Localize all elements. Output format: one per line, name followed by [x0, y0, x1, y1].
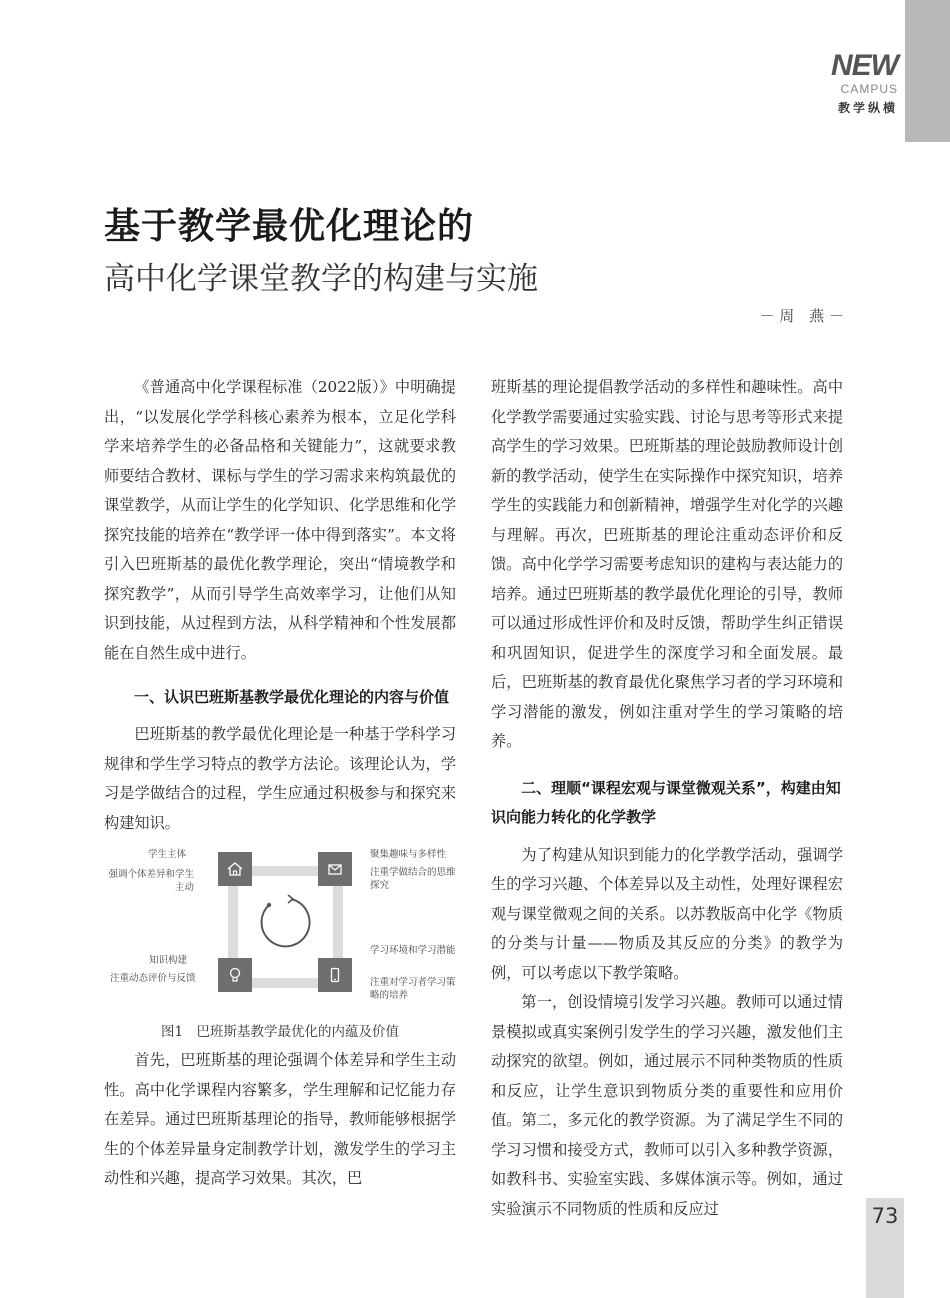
phone-icon	[318, 958, 352, 992]
brand-campus: CAMPUS	[840, 82, 898, 96]
section-heading-2: 二、理顺“课程宏观与课堂微观关系”，构建由知识向能力转化的化学教学	[491, 778, 841, 826]
figure-graphic	[218, 846, 356, 1016]
page-number: 73	[871, 1204, 899, 1228]
lightbulb-icon	[218, 958, 252, 992]
right-column	[491, 373, 843, 1224]
figure-label-environment: 学习环境和学习潜能	[370, 945, 456, 956]
section-name: 教学纵横	[837, 101, 898, 115]
paragraph: 《普通高中化学课程标准（2022版）》中明确提出，“以发展化学学科核心素养为根本，立足化学科学来培养学生的必备品格和关键能力”，这就要求教师要结合教材、课标与学生的学习需求来构筑最优的课堂教学，从而让学生的化学知识、化学思维和化学探究技能的培养在“教学评一体中得到落实”。本文将引入巴班斯基的最优化教学理论，突出“情境教学和探究教学”，从而引导学生高效率学习，让他们从知识到技能，从过程到方法，从科学精神和个性发展都能在自然生成中进行。	[104, 378, 456, 662]
paragraph: 首先，巴班斯基的理论强调个体差异和学生主动性。高中化学课程内容繁多，学生理解和记忆能力存在差异。通过巴班斯基理论的指导，教师能够根据学生的个体差异量身定制教学计划，激发学生的学习主动性和兴趣，提高学习效果。其次，巴	[104, 1051, 456, 1187]
article-subtitle: 高中化学课堂教学的构建与实施	[104, 261, 538, 297]
figure-label-interest: 聚集趣味与多样性	[370, 849, 447, 860]
figure-1	[104, 846, 456, 1016]
magazine-brand	[831, 49, 898, 116]
figure-desc-student-subject: 强调个体差异和学生主动	[108, 869, 194, 893]
article-title: 基于教学最优化理论的	[104, 205, 475, 247]
figure-label-knowledge: 知识构建	[149, 955, 188, 966]
section-heading-1: 一、认识巴班斯基教学最优化理论的内容与价值	[134, 688, 450, 706]
section-color-bar	[905, 0, 950, 142]
figure-label-student-subject: 学生主体	[148, 849, 187, 860]
paragraph: 为了构建从知识到能力的化学教学活动，强调学生的学习兴趣、个体差异以及主动性，处理好课程宏观与课堂微观之间的关系。以苏教版高中化学《物质的分类与计量——物质及其反应的分类》的教学为例，可以考虑以下教学策略。	[491, 845, 843, 982]
figure-desc-interest: 注重学做结合的思维探究	[370, 867, 456, 891]
home-icon	[218, 852, 252, 886]
figure-desc-environment: 注重对学习者学习策略的培养	[370, 977, 456, 1001]
figure-caption: 图1 巴班斯基教学最优化的内蕴及价值	[160, 1024, 400, 1040]
cycle-arrow-icon	[255, 891, 319, 955]
paragraph: 第一，创设情境引发学习兴趣。教师可以通过情景模拟或真实案例引发学生的学习兴趣，激发他们主动探究的欲望。例如，通过展示不同种类物质的性质和反应，让学生意识到物质分类的重要性和应用价值。第二，多元化的教学资源。为了满足学生不同的学习习惯和接受方式，教师可以引入多种教学资源，如教科书、实验室实践、多媒体演示等。例如，通过实验演示不同物质的性质和反应过	[491, 993, 843, 1218]
paragraph: 班斯基的理论提倡教学活动的多样性和趣味性。高中化学教学需要通过实验实践、讨论与思考等形式来提高学生的学习效果。巴班斯基的理论鼓励教师设计创新的教学活动，使学生在实际操作中探究知识，培养学生的实践能力和创新精神，增强学生对化学的兴趣与理解。再次，巴班斯基的理论注重动态评价和反馈。高中化学学习需要考虑知识的建构与表达能力的培养。通过巴班斯基的教学最优化理论的引导，教师可以通过形成性评价和及时反馈，帮助学生纠正错误和巩固知识，促进学生的深度学习和全面发展。最后，巴班斯基的教育最优化聚焦学习者的学习环境和学习潜能的激发，例如注重对学生的学习策略的培养。	[491, 378, 843, 750]
paragraph: 巴班斯基的教学最优化理论是一种基于学科学习规律和学生学习特点的教学方法论。该理论认为，学习是学做结合的过程，学生应通过积极参与和探究来构建知识。	[104, 725, 456, 832]
left-column	[104, 373, 456, 1194]
article-author: － 周 燕 －	[759, 307, 844, 325]
envelope-icon	[318, 852, 352, 886]
figure-desc-knowledge: 注重动态评价与反馈	[110, 973, 196, 984]
brand-new: NEW	[831, 49, 898, 82]
